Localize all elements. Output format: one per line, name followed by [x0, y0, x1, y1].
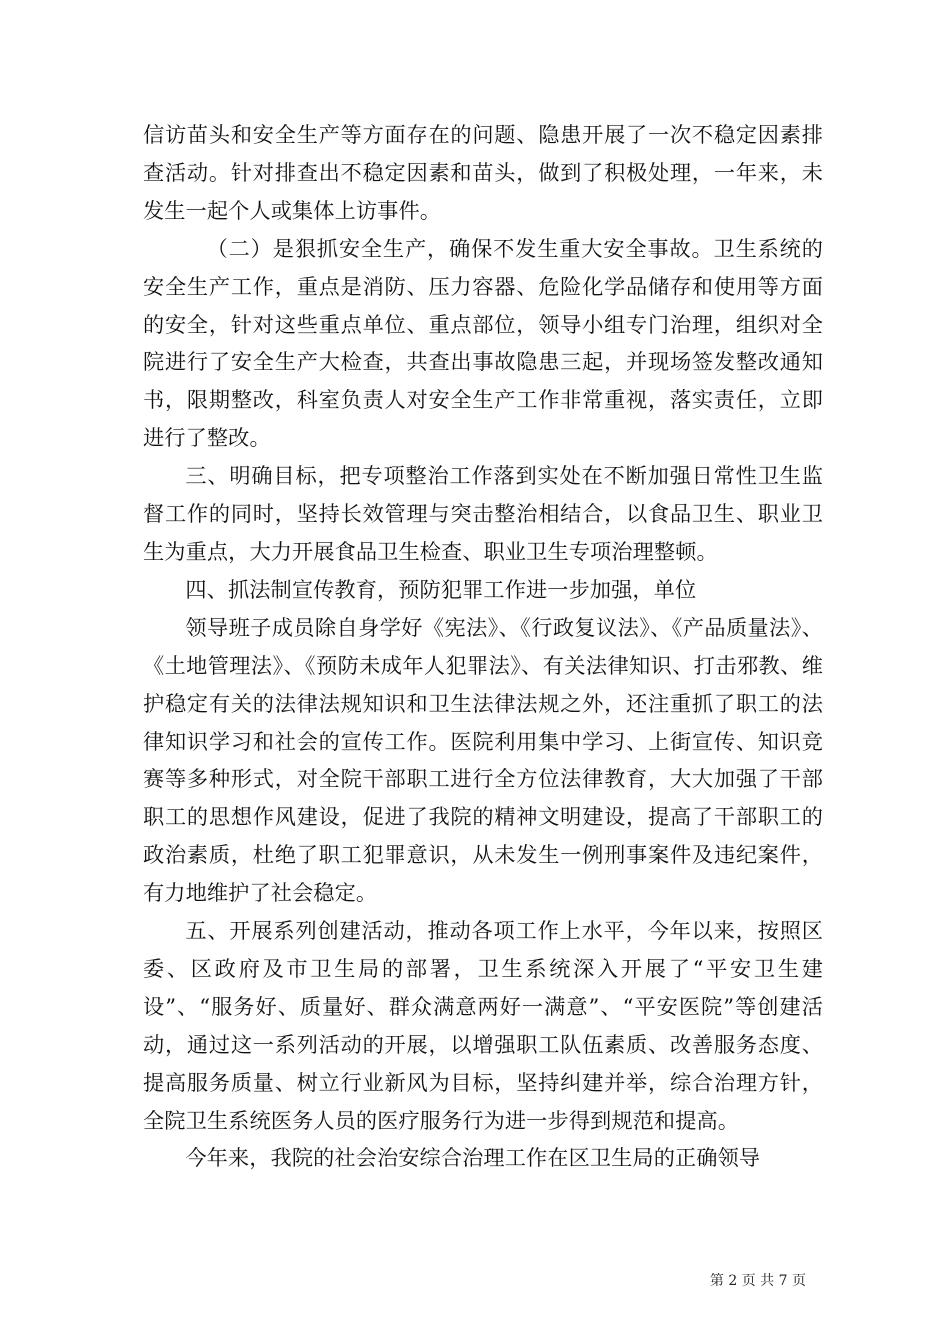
paragraph-4: 四、抓法制宣传教育，预防犯罪工作进一步加强，单位 — [185, 576, 697, 602]
document-body — [143, 116, 823, 1177]
paragraph-2: （二）是狠抓安全生产，确保不发生重大安全事故。卫生系统的安全生产工作，重点是消防、压力容器、危险化学品储存和使用等方面的安全，针对这些重点单位、重点部位，领导小组专门治理，组织对全院进行了安全生产大检查，共查出事故隐患三起，并现场签发整改通知书，限期整改，科室负责人对安全生产工作非常重视，落实责任，立即进行了整改。 — [143, 235, 823, 451]
paragraph-3: 三、明确目标，把专项整治工作落到实处在不断加强日常性卫生监督工作的同时，坚持长效管理与突击整治相结合，以食品卫生、职业卫生为重点，大力开展食品卫生检查、职业卫生专项治理整顿。 — [143, 463, 823, 564]
paragraph-7: 今年来，我院的社会治安综合治理工作在区卫生局的正确领导 — [185, 1145, 761, 1171]
page-number: 第 2 页 共 7 页 — [709, 1273, 806, 1289]
paragraph-1: 信访苗头和安全生产等方面存在的问题、隐患开展了一次不稳定因素排查活动。针对排查出不稳定因素和苗头，做到了积极处理，一年来，未发生一起个人或集体上访事件。 — [143, 122, 823, 223]
paragraph-6: 五、开展系列创建活动，推动各项工作上水平，今年以来，按照区委、区政府及市卫生局的部署，卫生系统深入开展了“平安卫生建设”、“服务好、质量好、群众满意两好一满意”、“平安医院”等创建活动，通过这一系列活动的开展，以增强职工队伍素质、改善服务态度、提高服务质量、树立行业新风为目标，坚持纠建并举，综合治理方针，全院卫生系统医务人员的医疗服务行为进一步得到规范和提高。 — [143, 918, 823, 1133]
paragraph-5: 领导班子成员除自身学好《宪法》、《行政复议法》、《产品质量法》、《土地管理法》、《预防未成年人犯罪法》、有关法律知识、打击邪教、维护稳定有关的法律法规知识和卫生法律法规之外，还注重抓了职工的法律知识学习和社会的宣传工作。医院利用集中学习、上街宣传、知识竞赛等多种形式，对全院干部职工进行全方位法律教育，大大加强了干部职工的思想作风建设，促进了我院的精神文明建设，提高了干部职工的政治素质，杜绝了职工犯罪意识，从未发生一例刑事案件及违纪案件，有力地维护了社会稳定。 — [143, 614, 823, 906]
